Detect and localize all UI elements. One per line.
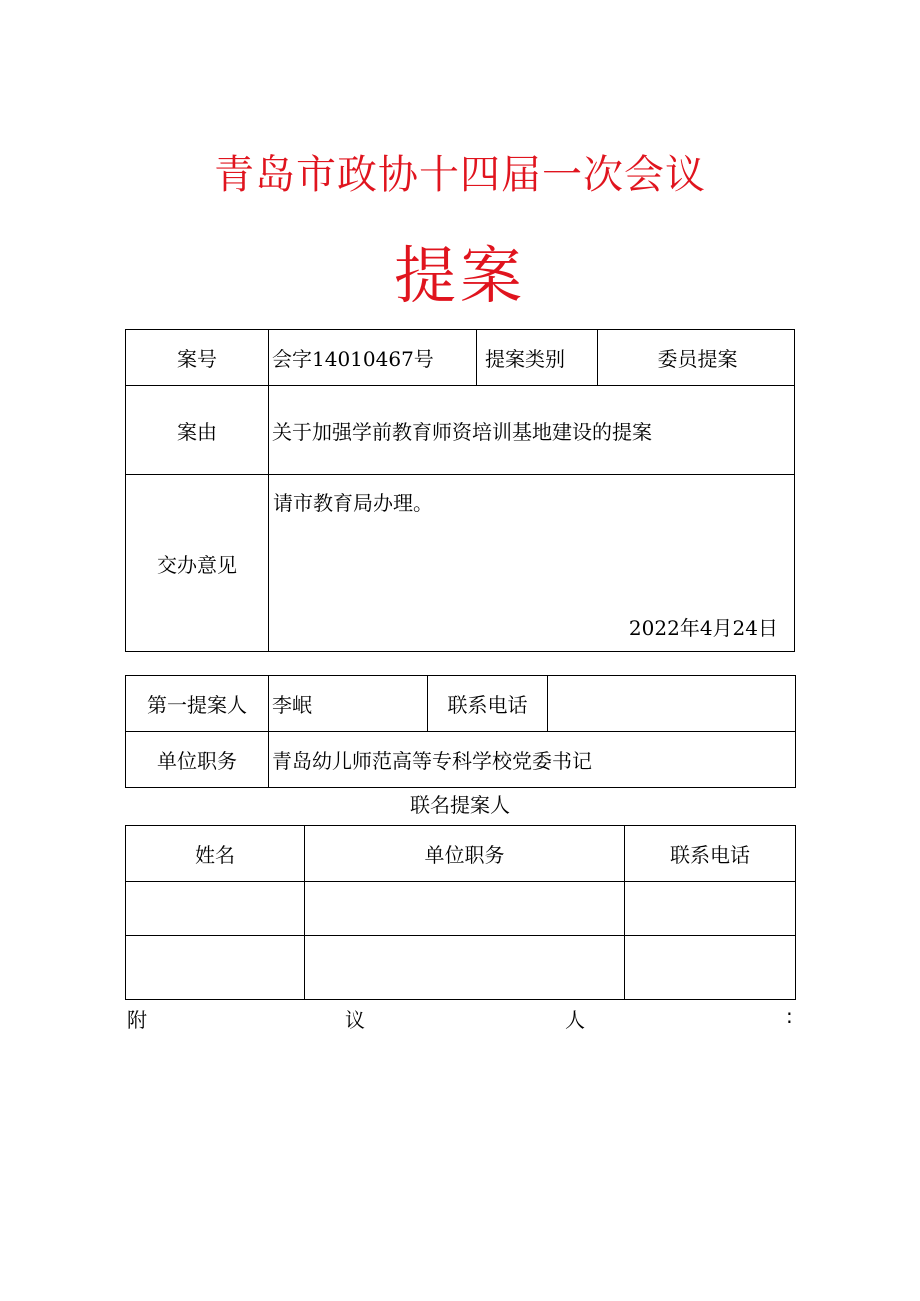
category-label: 提案类别	[477, 330, 598, 386]
footer-colon: :	[786, 1004, 793, 1028]
first-proposer-value: 李岷	[269, 676, 428, 732]
cosigners-table	[125, 825, 796, 1000]
phone-value	[548, 676, 796, 732]
cosigner-header-phone: 联系电话	[625, 826, 796, 882]
cosigner-unit-cell	[305, 882, 625, 936]
footer-char-fu: 附	[127, 1008, 147, 1032]
unit-value: 青岛幼儿师范高等专科学校党委书记	[269, 732, 796, 788]
case-no-label: 案号	[126, 330, 269, 386]
unit-label: 单位职务	[126, 732, 269, 788]
opinion-cell	[269, 475, 795, 652]
subject-label: 案由	[126, 386, 269, 475]
first-proposer-label: 第一提案人	[126, 676, 269, 732]
cosigner-header-unit: 单位职务	[305, 826, 625, 882]
phone-label: 联系电话	[428, 676, 548, 732]
cosigner-header-name: 姓名	[126, 826, 305, 882]
case-no-value: 会字14010467号	[269, 330, 477, 386]
proposer-table	[125, 675, 796, 788]
footer-char-yi: 议	[345, 1008, 365, 1032]
table-row	[126, 882, 796, 936]
cosigner-name-cell	[126, 882, 305, 936]
table-row	[126, 936, 796, 1000]
cosigners-title: 联名提案人	[410, 793, 510, 817]
cosigner-phone-cell	[625, 936, 796, 1000]
document-title: 提案	[393, 239, 526, 312]
footer-char-ren: 人	[565, 1008, 585, 1032]
cosigner-phone-cell	[625, 882, 796, 936]
opinion-value: 请市教育局办理。	[273, 491, 433, 515]
cosigner-name-cell	[126, 936, 305, 1000]
subject-value: 关于加强学前教育师资培训基地建设的提案	[269, 386, 795, 475]
opinion-label: 交办意见	[126, 475, 269, 652]
cosigner-unit-cell	[305, 936, 625, 1000]
opinion-date: 2022年4月24日	[628, 616, 778, 640]
category-value: 委员提案	[598, 330, 795, 386]
case-info-table	[125, 329, 795, 652]
meeting-title: 青岛市政协十四届一次会议	[214, 152, 706, 198]
